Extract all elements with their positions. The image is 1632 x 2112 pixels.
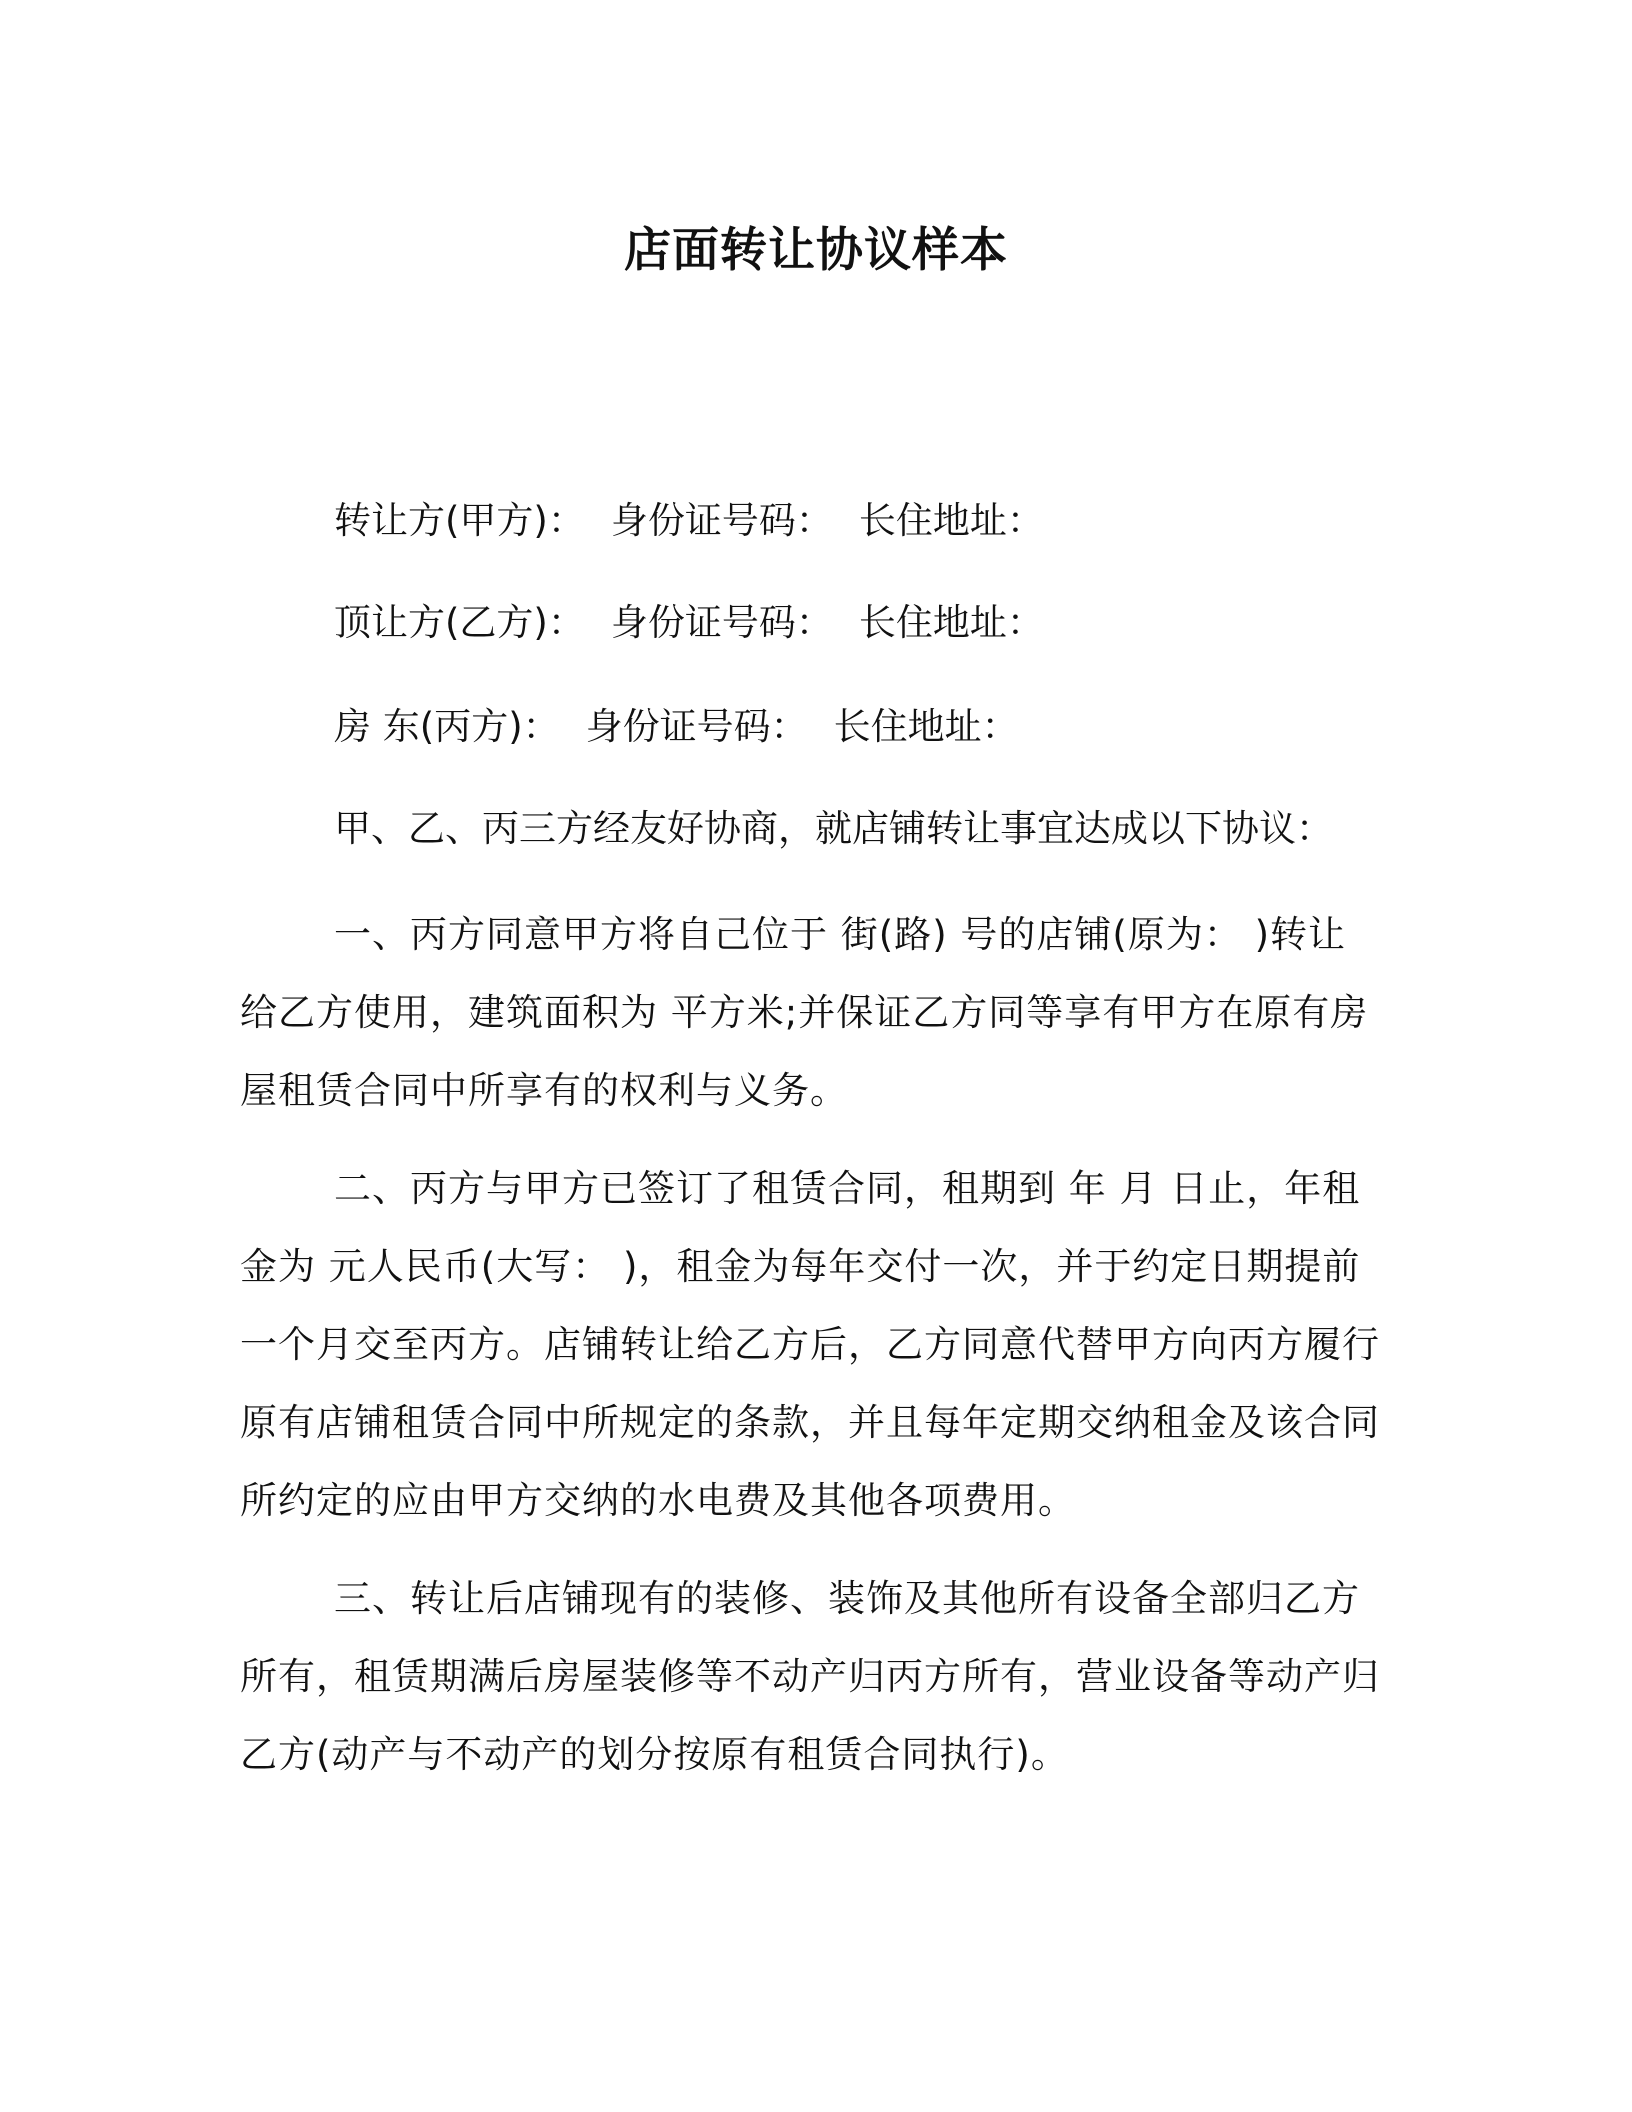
party-role-label: 顶让方(乙方)：: [334, 601, 585, 644]
clause-1: 一、丙方同意甲方将自己位于 街(路) 号的店铺(原为： )转让给乙方使用，建筑面积为 平方米;并保证乙方同等享有甲方在原有房屋租赁合同中所享有的权利与义务。: [240, 913, 1369, 1112]
party-role-label: 房 东(丙方)：: [334, 705, 560, 748]
id-number-label: 身份证号码：: [585, 705, 808, 748]
id-number-label: 身份证号码：: [610, 499, 833, 542]
id-number-label: 身份证号码：: [610, 601, 833, 644]
party-line-landlord: [334, 701, 1019, 753]
clause-2: 二、丙方与甲方已签订了租赁合同，租期到 年 月 日止，年租金为 元人民币(大写： )，租金为每年交付一次，并于约定日期提前一个月交至丙方。店铺转让给乙方后，乙方同意代替甲方向丙方履行原有店铺租赁合同中所规定的条款，并且每年定期交纳租金及该合同所约定的应由甲方交纳的水电费及其他各项费用。: [240, 1167, 1380, 1522]
address-label: 长住地址：: [858, 499, 1044, 542]
intro-paragraph: 甲、乙、丙三方经友好协商，就店铺转让事宜达成以下协议：: [334, 807, 1333, 850]
address-label: 长住地址：: [858, 601, 1044, 644]
party-line-transferee: [334, 597, 1044, 649]
clause-3: 三、转让后店铺现有的装修、装饰及其他所有设备全部归乙方所有，租赁期满后房屋装修等不动产归丙方所有，营业设备等动产归乙方(动产与不动产的划分按原有租赁合同执行)。: [240, 1577, 1380, 1776]
document-title: 店面转让协议样本: [624, 223, 1008, 278]
party-role-label: 转让方(甲方)：: [334, 499, 585, 542]
party-line-transferor: [334, 495, 1044, 547]
address-label: 长住地址：: [833, 705, 1019, 748]
